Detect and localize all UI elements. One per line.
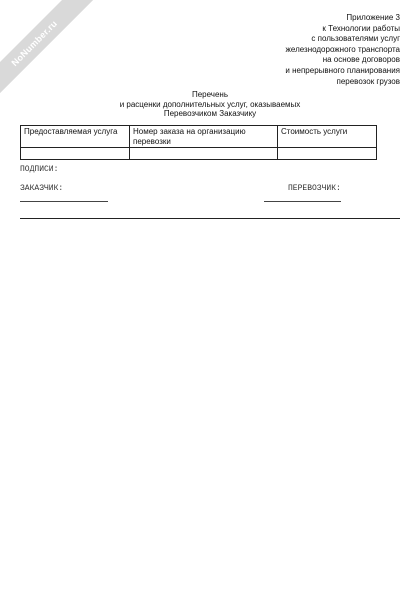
appendix-line: железнодорожного транспорта: [285, 44, 400, 54]
header-order-number: Номер заказа на организацию перевозки: [130, 126, 278, 148]
title-line: Перевозчиком Заказчику: [163, 109, 257, 118]
table-cell: [130, 148, 278, 160]
appendix-line: к Технологии работы: [322, 23, 400, 33]
services-table: [20, 125, 377, 160]
signatures-label: ПОДПИСИ:: [20, 165, 59, 174]
title-line: и расценки дополнительных услуг, оказываемых: [119, 99, 301, 109]
table-row: [21, 148, 377, 160]
table-cell: [278, 148, 377, 160]
header-cost: Стоимость услуги: [278, 126, 377, 148]
appendix-line: и непрерывного планирования: [285, 65, 400, 75]
table-header-row: [21, 126, 377, 148]
appendix-line: перевозок грузов: [336, 76, 400, 86]
horizontal-rule: [20, 218, 400, 219]
appendix-line: с пользователями услуг: [311, 34, 400, 44]
carrier-signature-line: [264, 201, 341, 202]
carrier-label: ПЕРЕВОЗЧИК:: [288, 184, 341, 193]
document-title: [0, 90, 420, 119]
table-cell: [21, 148, 130, 160]
title-line: Перечень: [191, 90, 229, 99]
appendix-note: [190, 13, 400, 87]
watermark-text: NoNumber.ru: [9, 18, 60, 69]
customer-signature-line: [20, 201, 108, 202]
customer-label: ЗАКАЗЧИК:: [20, 184, 64, 193]
header-service: Предоставляемая услуга: [21, 126, 130, 148]
appendix-line: на основе договоров: [322, 55, 400, 65]
appendix-line: Приложение 3: [346, 13, 400, 22]
